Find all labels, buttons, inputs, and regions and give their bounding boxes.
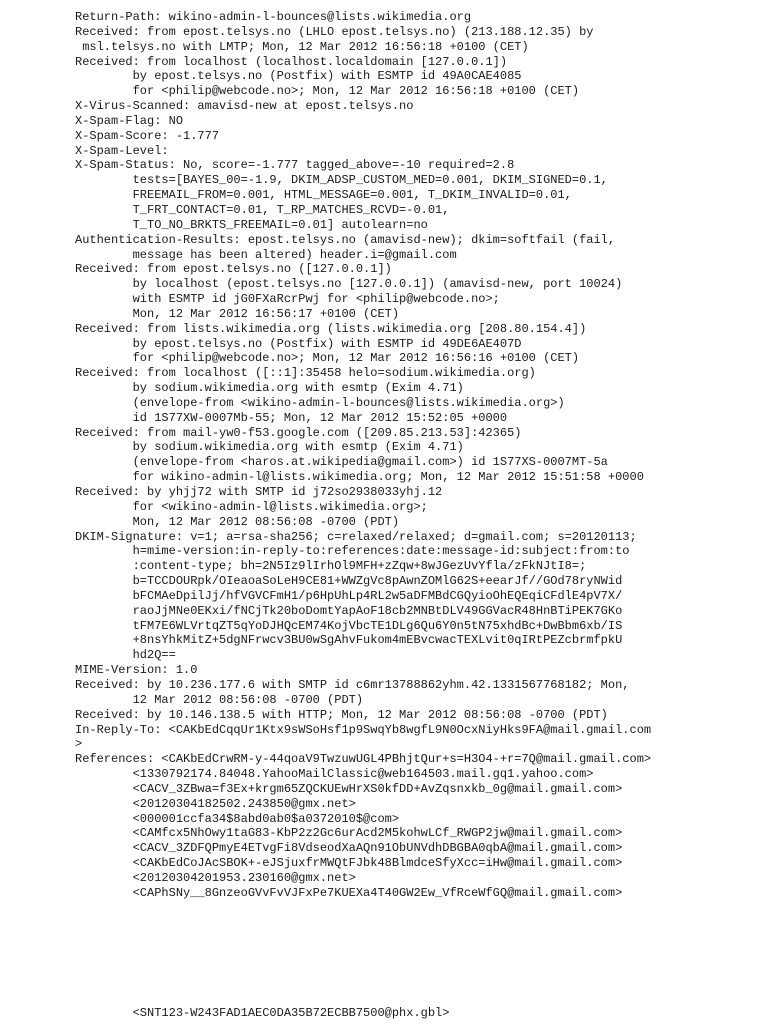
- header-line: by epost.telsys.no (Postfix) with ESMTP id 49A0CAE4085: [75, 69, 522, 84]
- header-line: Received: from localhost (localhost.localdomain [127.0.0.1]): [75, 54, 508, 69]
- header-line: id 1S77XW-0007Mb-55; Mon, 12 Mar 2012 15:52:05 +0000: [75, 410, 508, 425]
- header-line: <20120304182502.243850@gmx.net>: [75, 796, 356, 811]
- header-line: Received: by 10.146.138.5 with HTTP; Mon, 12 Mar 2012 08:56:08 -0700 (PDT): [75, 707, 608, 722]
- header-line: References: <CAKbEdCrwRM-y-44qoaV9TwzuwUGL4PBhjtQur+s=H3O4-+r=7Q@mail.gmail.com>: [75, 752, 652, 767]
- header-line: raoJjMNe0EKxi/fNCjTk20boDomtYapAoF18cb2MNBtDLV49GGVacR48HnBTiPEK7GKo: [75, 603, 623, 618]
- header-line: for <philip@webcode.no>; Mon, 12 Mar 2012 16:56:18 +0100 (CET): [75, 84, 580, 99]
- header-line: by sodium.wikimedia.org with esmtp (Exim 4.71): [75, 381, 464, 396]
- header-line: for <philip@webcode.no>; Mon, 12 Mar 2012 16:56:16 +0100 (CET): [75, 351, 580, 366]
- header-line: 12 Mar 2012 08:56:08 -0700 (PDT): [75, 692, 364, 707]
- header-line: Authentication-Results: epost.telsys.no (amavisd-new); dkim=softfail (fail,: [75, 232, 616, 247]
- header-line: <000001ccfa34$8abd0ab0$a0372010$@com>: [75, 811, 400, 826]
- header-line: for wikino-admin-l@lists.wikimedia.org; Mon, 12 Mar 2012 15:51:58 +0000: [75, 470, 644, 485]
- header-line: :content-type; bh=2N5Iz9lIrhOl9MFH+zZqw+8wJGezUvYfla/zFkNJtI8=;: [75, 559, 587, 574]
- header-line: Received: from localhost ([::1]:35458 helo=sodium.wikimedia.org): [75, 366, 536, 381]
- header-line: Received: by yhjj72 with SMTP id j72so2938033yhj.12: [75, 485, 443, 499]
- header-line: by epost.telsys.no (Postfix) with ESMTP id 49DE6AE407D: [75, 336, 522, 351]
- header-line: tests=[BAYES_00=-1.9, DKIM_ADSP_CUSTOM_MED=0.001, DKIM_SIGNED=0.1,: [75, 173, 608, 188]
- header-line: (envelope-from <haros.at.wikipedia@gmail.com>) id 1S77XS-0007MT-5a: [75, 455, 608, 470]
- header-line: <CACV_3ZDFQPmyE4ETvgFi8VdseodXaAQn91ObUNVdhDBGBA0qbA@mail.gmail.com>: [75, 841, 623, 856]
- header-line: by localhost (epost.telsys.no [127.0.0.1]) (amavisd-new, port 10024): [75, 277, 623, 292]
- header-line: DKIM-Signature: v=1; a=rsa-sha256; c=relaxed/relaxed; d=gmail.com; s=20120113;: [75, 529, 637, 544]
- header-line: Received: from epost.telsys.no (LHLO epost.telsys.no) (213.188.12.35) by: [75, 24, 594, 39]
- header-line: X-Spam-Level:: [75, 143, 169, 158]
- header-line: Received: from lists.wikimedia.org (lists.wikimedia.org [208.80.154.4]): [75, 321, 587, 336]
- header-line: bFCMAeDpilJj/hfVGVCFmH1/p6HpUhLp4RL2w5aDFMBdCGQyioOhEQEqiCFdlE4pV7X/: [75, 588, 623, 603]
- header-line: <CAMfcx5NhOwy1taG83-KbP2z2Gc6urAcd2M5kohwLCf_RWGP2jw@mail.gmail.com>: [75, 826, 623, 841]
- email-headers: [75, 10, 755, 901]
- header-line: X-Spam-Flag: NO: [75, 113, 184, 128]
- header-line: >: [75, 737, 83, 752]
- header-line: tFM7E6WLVrtqZT5qYoDJHQcEM74KojVbcTE1DLg6Qu6Y0n5tN75xhdBc+DwBbm6xb/IS: [75, 618, 623, 633]
- header-line: <1330792174.84048.YahooMailClassic@web164503.mail.gq1.yahoo.com>: [75, 767, 594, 782]
- header-line: <CAPhSNy__8GnzeoGVvFvVJFxPe7KUEXa4T40GW2Ew_VfRceWfGQ@mail.gmail.com>: [75, 885, 623, 900]
- header-line: h=mime-version:in-reply-to:references:date:message-id:subject:from:to: [75, 544, 630, 559]
- header-line: Mon, 12 Mar 2012 16:56:17 +0100 (CET): [75, 306, 400, 321]
- references-trailing-line: <SNT123-W243FAD1AEC0DA35B72ECBB7500@phx.gbl>: [75, 1006, 450, 1020]
- header-line: FREEMAIL_FROM=0.001, HTML_MESSAGE=0.001, T_DKIM_INVALID=0.01,: [75, 188, 572, 203]
- header-line: X-Virus-Scanned: amavisd-new at epost.telsys.no: [75, 99, 414, 114]
- header-line: by sodium.wikimedia.org with esmtp (Exim 4.71): [75, 440, 464, 455]
- header-line: Return-Path: wikino-admin-l-bounces@lists.wikimedia.org: [75, 10, 472, 24]
- header-line: message has been altered) header.i=@gmail.com: [75, 247, 457, 262]
- header-line: T_TO_NO_BRKTS_FREEMAIL=0.01] autolearn=no: [75, 217, 428, 232]
- header-line: for <wikino-admin-l@lists.wikimedia.org>;: [75, 499, 428, 514]
- header-line: <20120304201953.230160@gmx.net>: [75, 870, 356, 885]
- header-line: (envelope-from <wikino-admin-l-bounces@lists.wikimedia.org>): [75, 395, 565, 410]
- header-line: In-Reply-To: <CAKbEdCqqUr1Ktx9sWSoHsf1p9SwqYb8wgfL9N0OcxNiyHks9FA@mail.gmail.com: [75, 722, 652, 737]
- header-line: msl.telsys.no with LMTP; Mon, 12 Mar 2012 16:56:18 +0100 (CET): [75, 39, 529, 54]
- header-line: with ESMTP id jG0FXaRcrPwj for <philip@webcode.no>;: [75, 292, 500, 307]
- header-line: Received: by 10.236.177.6 with SMTP id c6mr13788862yhm.42.1331567768182; Mon,: [75, 677, 630, 692]
- header-line: hd2Q==: [75, 648, 176, 663]
- header-line: +8nsYhkMitZ+5dgNFrwcv3BU0wSgAhvFukom4mEBvcwacTEXLvit0qIRtPEZcbrmfpkU: [75, 633, 623, 648]
- header-line: X-Spam-Score: -1.777: [75, 128, 220, 143]
- header-line: <CACV_3ZBwa=f3Ex+krgm65ZQCKUEwHrXS0kfDD+AvZqsnxkb_0g@mail.gmail.com>: [75, 781, 623, 796]
- header-line: X-Spam-Status: No, score=-1.777 tagged_above=-10 required=2.8: [75, 158, 515, 173]
- header-line: Received: from epost.telsys.no ([127.0.0.1]): [75, 262, 392, 277]
- header-line: MIME-Version: 1.0: [75, 663, 198, 678]
- header-line: b=TCCDOURpk/OIeaoaSoLeH9CE81+WWZgVc8pAwnZOMlG62S+eearJf//GOd78ryNWid: [75, 574, 623, 589]
- header-line: Mon, 12 Mar 2012 08:56:08 -0700 (PDT): [75, 514, 400, 529]
- header-line: T_FRT_CONTACT=0.01, T_RP_MATCHES_RCVD=-0.01,: [75, 202, 450, 217]
- header-line: Received: from mail-yw0-f53.google.com ([209.85.213.53]:42365): [75, 425, 522, 440]
- header-line: <CAKbEdCoJAcSBOK+-eJSjuxfrMWQtFJbk48BlmdceSfyXcc=iHw@mail.gmail.com>: [75, 856, 623, 871]
